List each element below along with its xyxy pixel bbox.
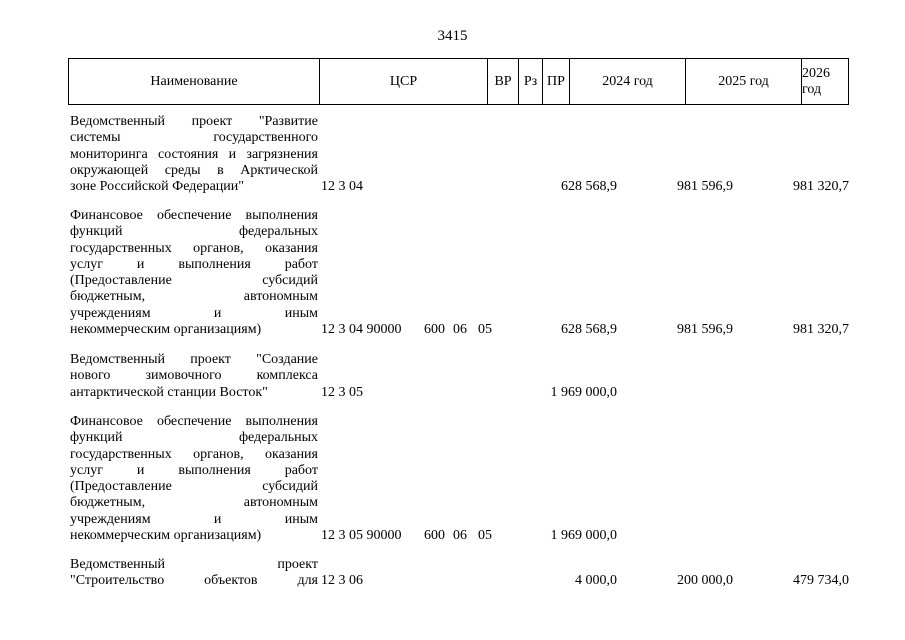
header-pr: ПР: [543, 59, 570, 104]
name-line: услуг и выполнения работ: [70, 462, 318, 478]
header-name: Наименование: [69, 59, 320, 104]
name-line: мониторинга состояния и загрязнения: [70, 146, 318, 162]
row-name: [70, 352, 318, 401]
table-header: [68, 58, 849, 105]
header-vr: ВР: [488, 59, 519, 104]
row-csr: 12 3 04 90000: [321, 322, 402, 337]
name-line: учреждениям и иным: [70, 305, 318, 321]
row-csr: 12 3 05 90000: [321, 528, 402, 543]
name-line: государственных органов, оказания: [70, 446, 318, 462]
name-line: системы государственного: [70, 130, 318, 146]
row-2024: 4 000,0: [575, 573, 617, 588]
name-line: государственных органов, оказания: [70, 240, 318, 256]
name-line: Ведомственный проект "Развитие: [70, 114, 318, 129]
header-2026: 2026 год: [802, 65, 830, 97]
row-rz: 06: [453, 322, 467, 337]
name-line: некоммерческим организациям): [70, 528, 262, 544]
name-line: окружающей среды в Арктической: [70, 162, 318, 178]
row-name: [70, 557, 318, 590]
name-line: (Предоставление субсидий: [70, 479, 318, 495]
header-2024: 2024 год: [570, 59, 686, 104]
row-2025: 981 596,9: [677, 322, 733, 337]
header-csr: ЦСР: [320, 59, 488, 104]
row-rz: 06: [453, 528, 467, 543]
name-line: нового зимовочного комплекса: [70, 368, 318, 384]
row-csr: 12 3 04: [321, 179, 363, 194]
name-line: Финансовое обеспечение выполнения: [70, 208, 318, 223]
row-csr: 12 3 06: [321, 573, 363, 588]
row-vr: 600: [424, 322, 445, 337]
row-csr: 12 3 05: [321, 385, 363, 400]
row-2024: 1 969 000,0: [550, 385, 617, 400]
row-pr: 05: [478, 322, 492, 337]
name-line: функций федеральных: [70, 430, 318, 446]
row-2025: 200 000,0: [677, 573, 733, 588]
row-2026: 981 320,7: [793, 322, 849, 337]
row-2024: 628 568,9: [561, 179, 617, 194]
name-line: Ведомственный проект: [70, 557, 318, 572]
row-2024: 1 969 000,0: [550, 528, 617, 543]
row-name: [70, 114, 318, 195]
row-2025: 981 596,9: [677, 179, 733, 194]
row-name: [70, 208, 318, 338]
row-2024: 628 568,9: [561, 322, 617, 337]
name-line: (Предоставление субсидий: [70, 273, 318, 289]
name-line: Ведомственный проект "Создание: [70, 352, 318, 367]
name-line: функций федеральных: [70, 224, 318, 240]
name-line: бюджетным, автономным: [70, 495, 318, 511]
row-pr: 05: [478, 528, 492, 543]
name-line: бюджетным, автономным: [70, 289, 318, 305]
name-line: "Строительство объектов для: [70, 573, 318, 589]
row-name: [70, 414, 318, 544]
name-line: антарктической станции Восток": [70, 384, 268, 400]
name-line: услуг и выполнения работ: [70, 256, 318, 272]
header-2025: 2025 год: [686, 59, 802, 104]
row-2026: 981 320,7: [793, 179, 849, 194]
name-line: некоммерческим организациям): [70, 322, 262, 338]
row-vr: 600: [424, 528, 445, 543]
header-rz: Рз: [519, 59, 543, 104]
page-number: 3415: [437, 28, 468, 44]
name-line: учреждениям и иным: [70, 511, 318, 527]
name-line: Финансовое обеспечение выполнения: [70, 414, 318, 429]
row-2026: 479 734,0: [793, 573, 849, 588]
name-line: зоне Российской Федерации": [70, 179, 244, 195]
